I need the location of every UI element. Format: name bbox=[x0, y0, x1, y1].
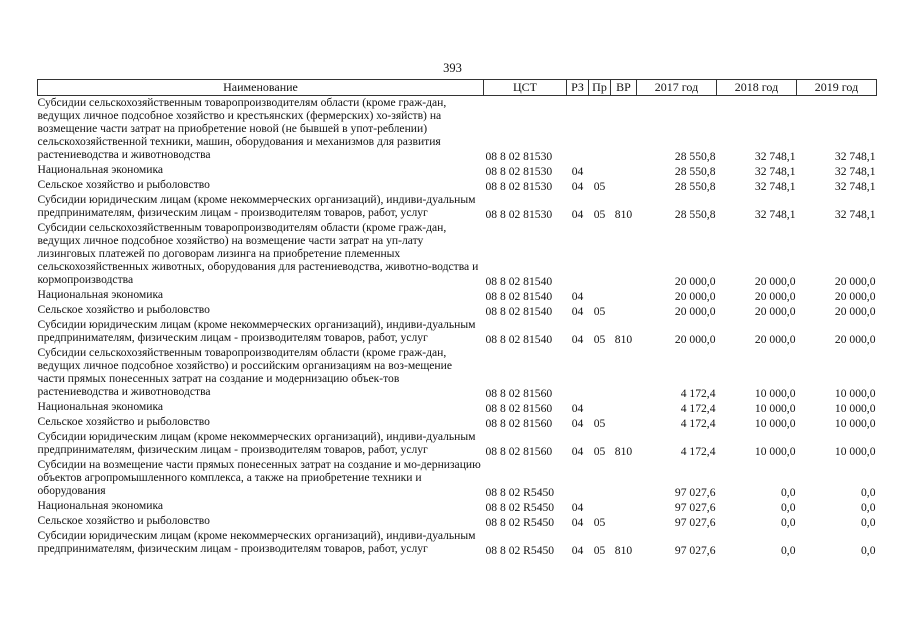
table-row bbox=[38, 514, 877, 529]
row-2018-cell: 0,0 bbox=[781, 486, 796, 499]
row-name-cell: Субсидии сельскохозяйственным товаропроизводителям области (кроме граж-дан, ведущих личное подсобное хозяйство) и российским организациям на воз-мещение части прямых понесенных затрат на создание и модернизацию объек-тов растениеводства и животноводства bbox=[37, 346, 452, 398]
row-2019-cell: 32 748,1 bbox=[834, 208, 876, 221]
row-2017-cell: 97 027,6 bbox=[674, 516, 716, 529]
row-2019-cell: 10 000,0 bbox=[834, 387, 876, 400]
row-2019-cell: 0,0 bbox=[861, 501, 876, 514]
table-row bbox=[38, 178, 877, 193]
row-name-cell: Субсидии юридическим лицам (кроме некоммерческих организаций), индиви-дуальным предпринимателям, физическим лицам - производителям товаров, работ, услуг bbox=[37, 318, 476, 344]
row-pr-cell bbox=[589, 288, 611, 303]
table-row bbox=[38, 193, 877, 221]
row-pr-cell: 05 bbox=[593, 544, 606, 557]
row-2018-cell: 0,0 bbox=[781, 516, 796, 529]
row-2017-cell: 4 172,4 bbox=[680, 445, 716, 458]
row-2017-cell: 4 172,4 bbox=[680, 417, 716, 430]
table-row bbox=[38, 303, 877, 318]
row-vr-cell bbox=[611, 288, 637, 303]
row-pr-cell: 05 bbox=[593, 445, 606, 458]
row-2018-cell: 32 748,1 bbox=[754, 208, 796, 221]
row-vr-cell bbox=[611, 346, 637, 400]
row-2017-cell: 28 550,8 bbox=[674, 165, 716, 178]
row-2019-cell: 20 000,0 bbox=[834, 305, 876, 318]
row-2017-cell: 28 550,8 bbox=[674, 180, 716, 193]
header-vr: ВР bbox=[611, 80, 637, 96]
row-rz-cell: 04 bbox=[571, 501, 584, 514]
header-2019: 2019 год bbox=[797, 80, 877, 96]
row-cst-cell: 08 8 02 81560 bbox=[485, 417, 553, 430]
row-pr-cell: 05 bbox=[593, 417, 606, 430]
row-rz-cell: 04 bbox=[571, 165, 584, 178]
row-2019-cell: 10 000,0 bbox=[834, 445, 876, 458]
row-name-cell: Сельское хозяйство и рыболовство bbox=[37, 415, 210, 428]
header-name: Наименование bbox=[38, 80, 484, 96]
row-rz-cell: 04 bbox=[571, 445, 584, 458]
row-cst-cell: 08 8 02 81530 bbox=[485, 165, 553, 178]
row-cst-cell: 08 8 02 81560 bbox=[485, 445, 553, 458]
row-2018-cell: 20 000,0 bbox=[754, 275, 796, 288]
row-2019-cell: 32 748,1 bbox=[834, 150, 876, 163]
row-2018-cell: 10 000,0 bbox=[754, 402, 796, 415]
row-cst-cell: 08 8 02 81540 bbox=[485, 305, 553, 318]
row-cst-cell: 08 8 02 81540 bbox=[485, 290, 553, 303]
row-2017-cell: 4 172,4 bbox=[680, 387, 716, 400]
row-2017-cell: 28 550,8 bbox=[674, 150, 716, 163]
table-row bbox=[38, 430, 877, 458]
header-2018: 2018 год bbox=[717, 80, 797, 96]
row-name-cell: Национальная экономика bbox=[37, 499, 164, 512]
row-2018-cell: 32 748,1 bbox=[754, 165, 796, 178]
row-cst-cell: 08 8 02 R5450 bbox=[485, 501, 555, 514]
row-vr-cell: 810 bbox=[614, 208, 633, 221]
row-2019-cell: 32 748,1 bbox=[834, 165, 876, 178]
row-name-cell: Сельское хозяйство и рыболовство bbox=[37, 178, 210, 191]
row-cst-cell: 08 8 02 81530 bbox=[485, 180, 553, 193]
row-rz-cell: 04 bbox=[571, 305, 584, 318]
row-pr-cell: 05 bbox=[593, 333, 606, 346]
row-rz-cell bbox=[567, 346, 589, 400]
table-row bbox=[38, 163, 877, 178]
row-cst-cell: 08 8 02 81560 bbox=[485, 402, 553, 415]
row-vr-cell bbox=[611, 415, 637, 430]
table-body bbox=[38, 96, 877, 558]
row-2019-cell: 20 000,0 bbox=[834, 275, 876, 288]
row-pr-cell: 05 bbox=[593, 516, 606, 529]
row-vr-cell: 810 bbox=[614, 544, 633, 557]
row-pr-cell bbox=[589, 96, 611, 164]
row-pr-cell: 05 bbox=[593, 208, 606, 221]
row-2019-cell: 20 000,0 bbox=[834, 333, 876, 346]
row-2017-cell: 20 000,0 bbox=[674, 333, 716, 346]
row-name-cell: Сельское хозяйство и рыболовство bbox=[37, 514, 210, 527]
table-row bbox=[38, 96, 877, 164]
row-vr-cell: 810 bbox=[614, 445, 633, 458]
row-pr-cell bbox=[589, 458, 611, 499]
row-vr-cell bbox=[611, 163, 637, 178]
row-name-cell: Субсидии сельскохозяйственным товаропроизводителям области (кроме граж-дан, ведущих личное подсобное хозяйство) на возмещение части затрат на уп-лату лизинговых платежей по договорам лизинга на приобретение племенных сельскохозяйственных животных, оборудования для растениеводства, животно-водства и кормопроизводства bbox=[37, 221, 479, 286]
row-rz-cell: 04 bbox=[571, 402, 584, 415]
table-row bbox=[38, 346, 877, 400]
header-cst: ЦСТ bbox=[484, 80, 567, 96]
row-vr-cell bbox=[611, 458, 637, 499]
row-2017-cell: 97 027,6 bbox=[674, 501, 716, 514]
row-name-cell: Национальная экономика bbox=[37, 288, 164, 301]
row-cst-cell: 08 8 02 R5450 bbox=[485, 516, 555, 529]
row-2019-cell: 0,0 bbox=[861, 486, 876, 499]
row-2018-cell: 32 748,1 bbox=[754, 150, 796, 163]
table-row bbox=[38, 499, 877, 514]
row-2018-cell: 20 000,0 bbox=[754, 305, 796, 318]
table-row bbox=[38, 529, 877, 557]
row-cst-cell: 08 8 02 R5450 bbox=[485, 544, 555, 557]
row-pr-cell bbox=[589, 499, 611, 514]
table-row bbox=[38, 415, 877, 430]
row-cst-cell: 08 8 02 81530 bbox=[485, 208, 553, 221]
row-rz-cell: 04 bbox=[571, 544, 584, 557]
row-vr-cell: 810 bbox=[614, 333, 633, 346]
table-row bbox=[38, 288, 877, 303]
row-name-cell: Национальная экономика bbox=[37, 400, 164, 413]
row-cst-cell: 08 8 02 81540 bbox=[485, 333, 553, 346]
row-2018-cell: 10 000,0 bbox=[754, 417, 796, 430]
row-2019-cell: 10 000,0 bbox=[834, 417, 876, 430]
row-cst-cell: 08 8 02 R5450 bbox=[485, 486, 555, 499]
row-pr-cell bbox=[589, 346, 611, 400]
row-name-cell: Сельское хозяйство и рыболовство bbox=[37, 303, 210, 316]
row-vr-cell bbox=[611, 499, 637, 514]
row-rz-cell: 04 bbox=[571, 180, 584, 193]
row-2018-cell: 0,0 bbox=[781, 501, 796, 514]
row-2017-cell: 97 027,6 bbox=[674, 486, 716, 499]
row-2017-cell: 4 172,4 bbox=[680, 402, 716, 415]
row-2017-cell: 20 000,0 bbox=[674, 275, 716, 288]
row-2017-cell: 20 000,0 bbox=[674, 290, 716, 303]
row-2017-cell: 97 027,6 bbox=[674, 544, 716, 557]
row-vr-cell bbox=[611, 178, 637, 193]
row-name-cell: Субсидии сельскохозяйственным товаропроизводителям области (кроме граж-дан, ведущих личное подсобное хозяйство и крестьянских (фермерских) хо-зяйств) на возмещение части затрат на приобретение новой (не бывшей в упот-реблении) сельскохозяйственной техники, машин, оборудования и механизмов для развития растениеводства и животноводства bbox=[37, 96, 447, 161]
row-rz-cell: 04 bbox=[571, 208, 584, 221]
row-2018-cell: 10 000,0 bbox=[754, 387, 796, 400]
row-rz-cell: 04 bbox=[571, 516, 584, 529]
row-cst-cell: 08 8 02 81530 bbox=[485, 150, 553, 163]
row-cst-cell: 08 8 02 81560 bbox=[485, 387, 553, 400]
row-vr-cell bbox=[611, 221, 637, 288]
header-rz: РЗ bbox=[567, 80, 589, 96]
page-number: 393 bbox=[443, 61, 462, 75]
row-2019-cell: 20 000,0 bbox=[834, 290, 876, 303]
row-rz-cell: 04 bbox=[571, 333, 584, 346]
row-vr-cell bbox=[611, 303, 637, 318]
row-2018-cell: 20 000,0 bbox=[754, 290, 796, 303]
row-2019-cell: 32 748,1 bbox=[834, 180, 876, 193]
row-2018-cell: 20 000,0 bbox=[754, 333, 796, 346]
row-2019-cell: 0,0 bbox=[861, 544, 876, 557]
row-2018-cell: 10 000,0 bbox=[754, 445, 796, 458]
row-rz-cell: 04 bbox=[571, 290, 584, 303]
row-2018-cell: 0,0 bbox=[781, 544, 796, 557]
table-row bbox=[38, 400, 877, 415]
row-pr-cell: 05 bbox=[593, 180, 606, 193]
row-rz-cell bbox=[567, 458, 589, 499]
budget-table bbox=[37, 79, 877, 557]
row-vr-cell bbox=[611, 96, 637, 164]
row-2019-cell: 10 000,0 bbox=[834, 402, 876, 415]
row-2018-cell: 32 748,1 bbox=[754, 180, 796, 193]
row-name-cell: Субсидии юридическим лицам (кроме некоммерческих организаций), индиви-дуальным предпринимателям, физическим лицам - производителям товаров, работ, услуг bbox=[37, 430, 476, 456]
header-2017: 2017 год bbox=[637, 80, 717, 96]
row-rz-cell bbox=[567, 221, 589, 288]
table-row bbox=[38, 458, 877, 499]
table-row bbox=[38, 221, 877, 288]
row-vr-cell bbox=[611, 514, 637, 529]
row-pr-cell: 05 bbox=[593, 305, 606, 318]
row-name-cell: Субсидии на возмещение части прямых понесенных затрат на создание и мо-дернизацию объектов агропромышленного комплекса, а также на приобретение техники и оборудования bbox=[37, 458, 481, 497]
row-rz-cell: 04 bbox=[571, 417, 584, 430]
row-pr-cell bbox=[589, 163, 611, 178]
row-cst-cell: 08 8 02 81540 bbox=[485, 275, 553, 288]
row-pr-cell bbox=[589, 221, 611, 288]
row-vr-cell bbox=[611, 400, 637, 415]
row-pr-cell bbox=[589, 400, 611, 415]
table-row bbox=[38, 318, 877, 346]
header-pr: Пр bbox=[589, 80, 611, 96]
row-2019-cell: 0,0 bbox=[861, 516, 876, 529]
row-2017-cell: 20 000,0 bbox=[674, 305, 716, 318]
row-2017-cell: 28 550,8 bbox=[674, 208, 716, 221]
table-header-row bbox=[38, 80, 877, 96]
row-name-cell: Субсидии юридическим лицам (кроме некоммерческих организаций), индиви-дуальным предпринимателям, физическим лицам - производителям товаров, работ, услуг bbox=[37, 193, 476, 219]
row-name-cell: Субсидии юридическим лицам (кроме некоммерческих организаций), индиви-дуальным предпринимателям, физическим лицам - производителям товаров, работ, услуг bbox=[37, 529, 476, 555]
row-name-cell: Национальная экономика bbox=[37, 163, 164, 176]
row-rz-cell bbox=[567, 96, 589, 164]
